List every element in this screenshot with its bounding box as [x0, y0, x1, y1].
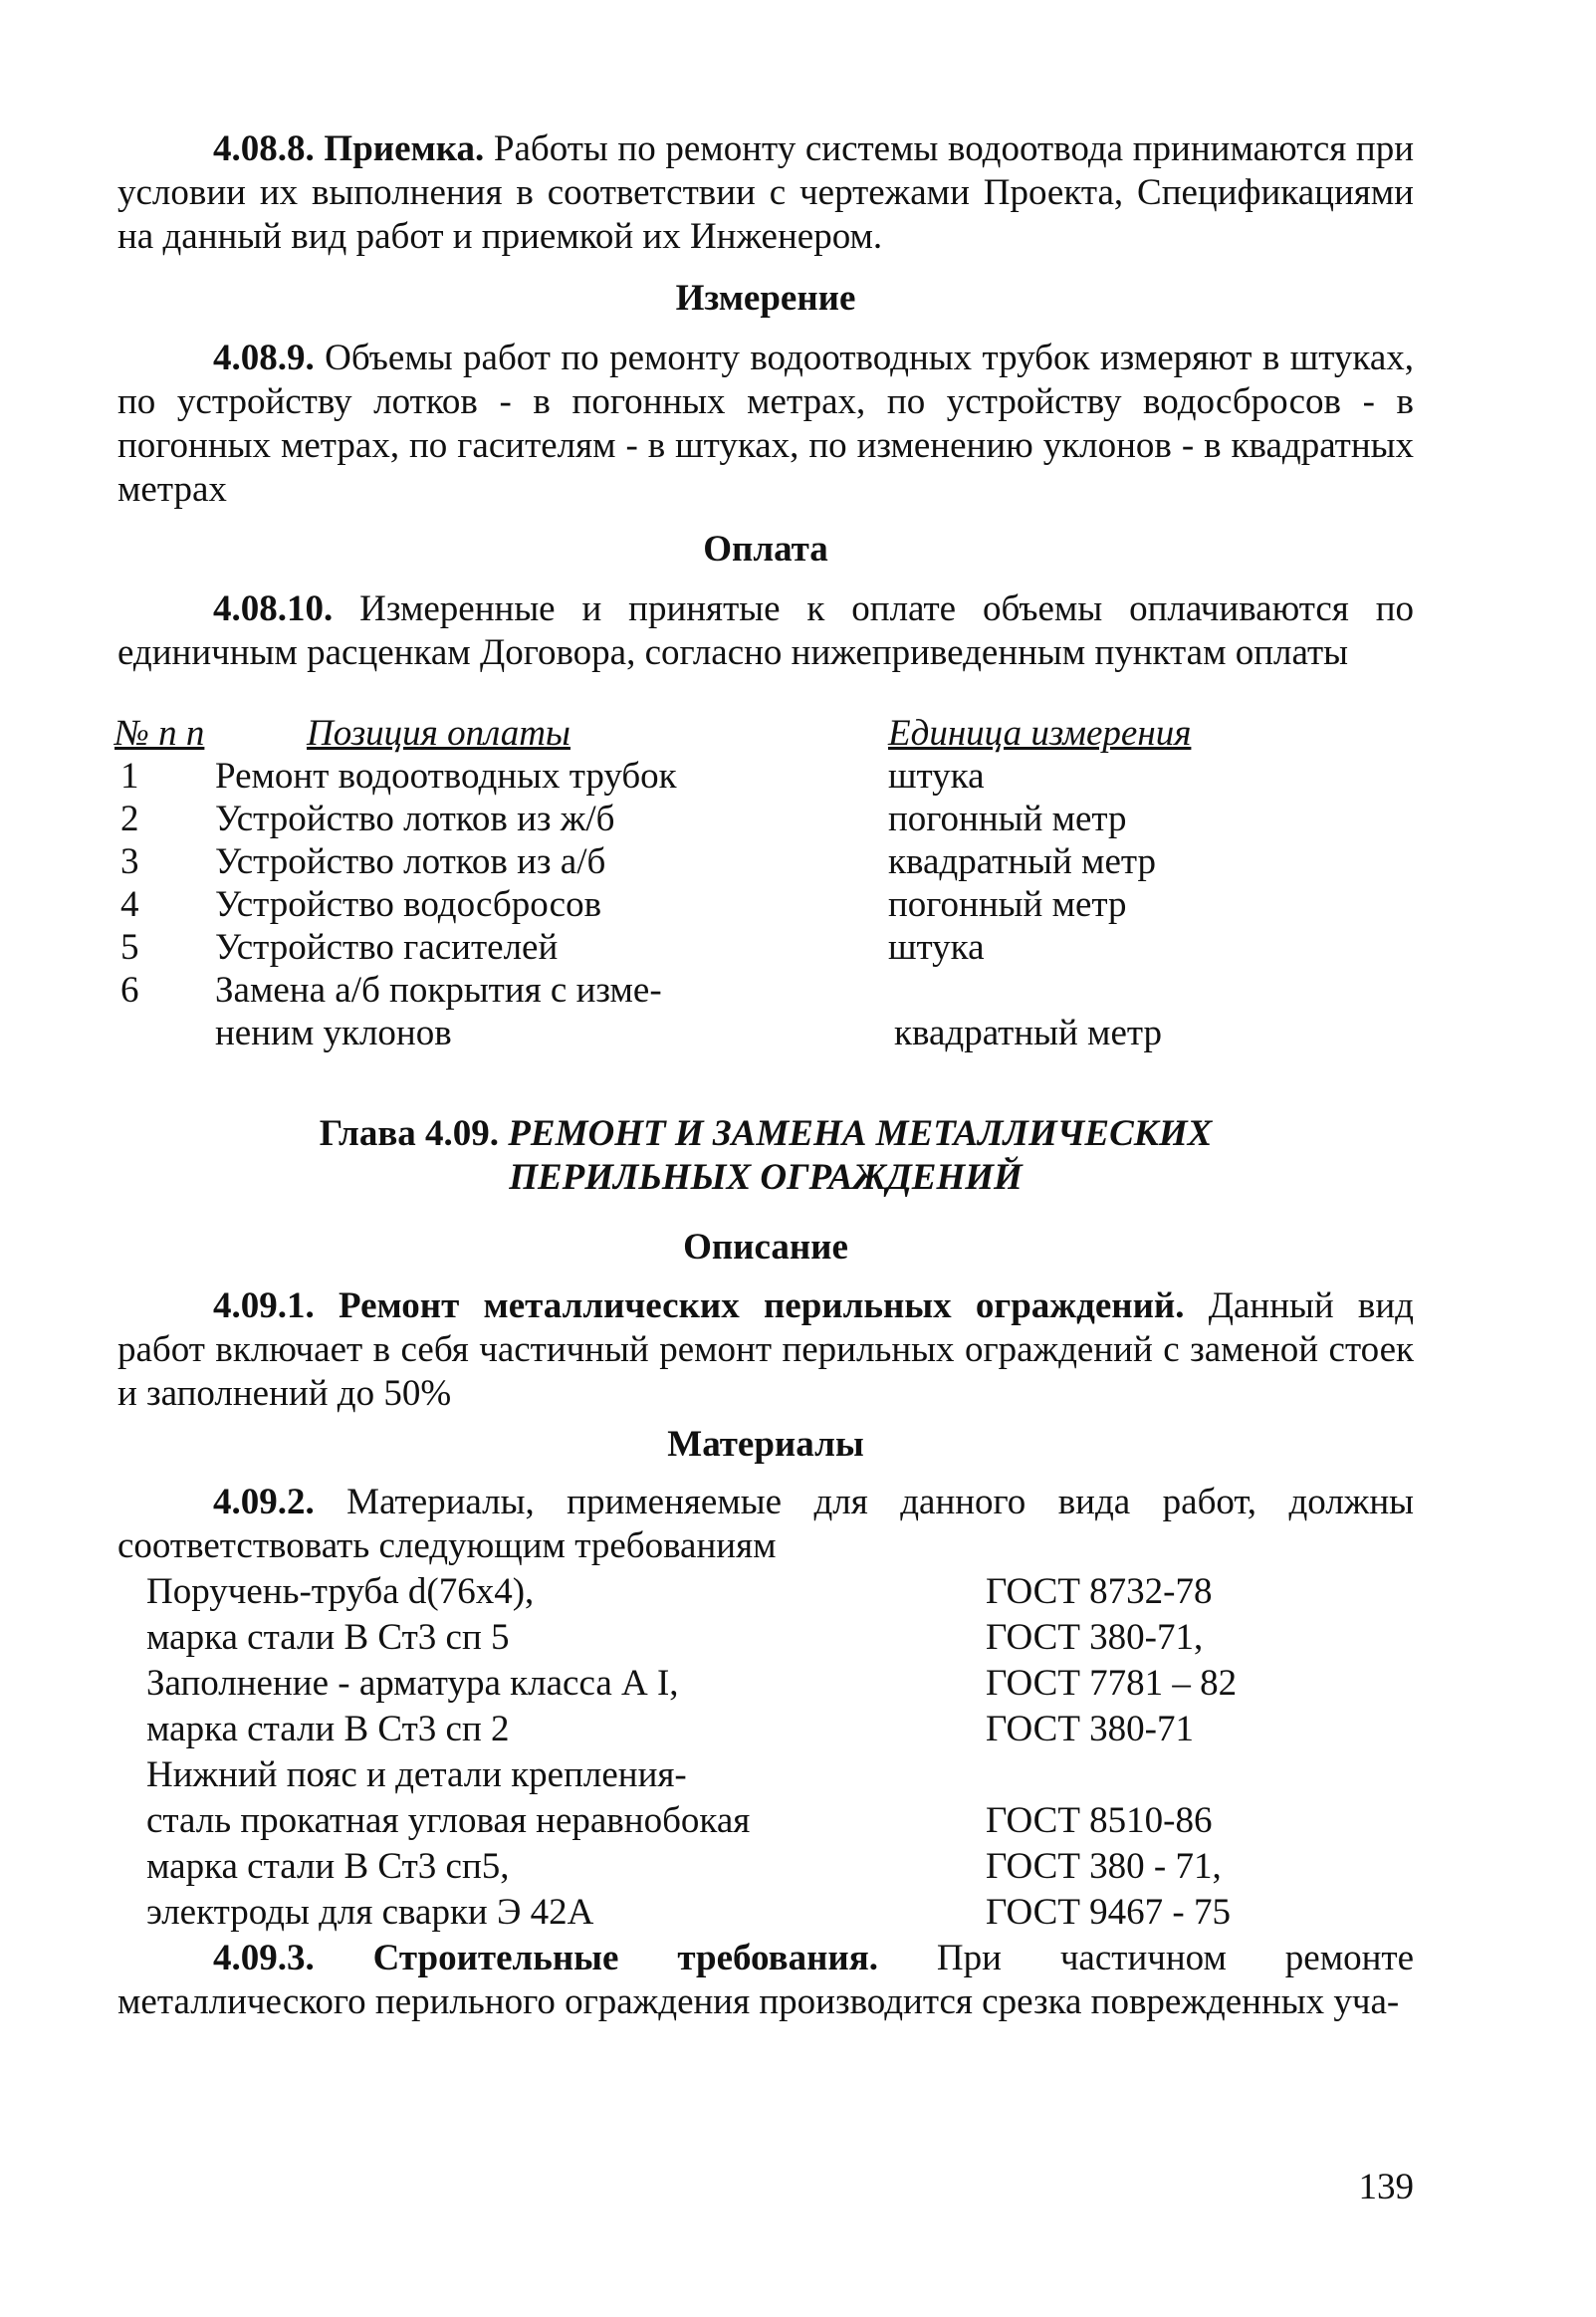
- row-number: 2: [120, 799, 139, 839]
- material-name: Заполнение - арматура класса А I,: [146, 1663, 679, 1704]
- chapter-title-line1: [117, 1112, 1414, 1156]
- row-position: Устройство водосбросов: [215, 884, 602, 925]
- material-standard: ГОСТ 7781 – 82: [986, 1663, 1238, 1704]
- section-number: 4.08.10.: [213, 588, 334, 629]
- row-unit: штука: [888, 756, 985, 797]
- row-number: 1: [120, 756, 139, 797]
- chapter-name-line2: ПЕРИЛЬНЫХ ОГРАЖДЕНИЙ: [509, 1157, 1023, 1198]
- material-name: марка стали В Ст3 сп 2: [146, 1709, 510, 1749]
- material-standard: ГОСТ 8732-78: [986, 1571, 1213, 1612]
- heading-description: Описание: [683, 1227, 848, 1268]
- material-standard: ГОСТ 380 - 71,: [986, 1846, 1222, 1887]
- paragraph-4-09-2: [117, 1481, 1414, 1568]
- heading-payment: Оплата: [703, 529, 828, 570]
- paragraph-4-08-9: [117, 337, 1414, 512]
- row-number: 6: [120, 970, 139, 1011]
- section-title: Строительные требования.: [372, 1938, 878, 1978]
- section-number: 4.09.1.: [213, 1285, 315, 1326]
- col-header-position: Позиция оплаты: [307, 713, 570, 754]
- material-standard: ГОСТ 8510-86: [986, 1800, 1213, 1841]
- material-name: марка стали В Ст3 сп 5: [146, 1617, 510, 1658]
- section-text: Материалы, применяемые для данного вида работ, должны соответствовать следующим требованиям: [117, 1482, 1414, 1566]
- material-name: Поручень-труба d(76х4),: [146, 1571, 535, 1612]
- material-name: Нижний пояс и детали крепления-: [146, 1754, 687, 1795]
- paragraph-4-09-3: [117, 1937, 1414, 2024]
- material-name: сталь прокатная угловая неравнобокая: [146, 1800, 751, 1841]
- section-title: Приемка.: [324, 128, 485, 169]
- section-number: 4.08.9.: [213, 338, 315, 378]
- section-text: Измеренные и принятые к оплате объемы оплачиваются по единичным расценкам Договора, согласно нижеприведенным пунктам оплаты: [117, 588, 1414, 673]
- section-title: Ремонт металлических перильных ограждений.: [339, 1285, 1185, 1326]
- row-unit: погонный метр: [888, 884, 1127, 925]
- section-text: Работы по ремонту системы водоотвода принимаются при условии их выполнения в соответствии с чертежами Проекта, Спецификациями на данный вид работ и приемкой их Инженером.: [117, 128, 1415, 257]
- section-text: При частичном ремонте металлического перильного ограждения производится срезка поврежденных уча-: [117, 1938, 1414, 2022]
- row-position: Устройство гасителей: [215, 927, 559, 968]
- row-number: 3: [120, 841, 139, 882]
- section-number: 4.09.2.: [213, 1482, 315, 1522]
- material-name: марка стали В Ст3 сп5,: [146, 1846, 510, 1887]
- section-text: Объемы работ по ремонту водоотводных трубок измеряют в штуках, по устройству лотков - в погонных метрах, по устройству водосбросов - в погонных метрах, по гасителям - в штуках, по изменению уклонов - в квадратных метрах: [117, 338, 1415, 510]
- col-header-number: № п п: [114, 713, 205, 754]
- chapter-name-line1: РЕМОНТ И ЗАМЕНА МЕТАЛЛИЧЕСКИХ: [508, 1113, 1213, 1154]
- heading-materials: Материалы: [667, 1424, 864, 1465]
- heading-measurement: Измерение: [675, 278, 856, 319]
- material-standard: ГОСТ 9467 - 75: [986, 1892, 1231, 1933]
- section-text: Данный вид работ включает в себя частичный ремонт перильных ограждений с заменой стоек и заполнений до 50%: [117, 1285, 1415, 1414]
- material-standard: ГОСТ 380-71: [986, 1709, 1194, 1749]
- row-unit: погонный метр: [888, 799, 1127, 839]
- paragraph-4-08-8: [117, 127, 1414, 259]
- row-position: Устройство лотков из ж/б: [215, 799, 615, 839]
- row-position: Устройство лотков из а/б: [215, 841, 606, 882]
- row-unit: штука: [888, 927, 985, 968]
- chapter-title: [117, 1112, 1414, 1200]
- section-number: 4.09.3.: [213, 1938, 315, 1978]
- row-position: Замена а/б покрытия с изме-: [215, 970, 662, 1011]
- paragraph-4-08-10: [117, 587, 1414, 675]
- row-position: неним уклонов: [215, 1013, 452, 1053]
- col-header-unit: Единица измерения: [888, 713, 1192, 754]
- material-name: электроды для сварки Э 42А: [146, 1892, 594, 1933]
- row-position: Ремонт водоотводных трубок: [215, 756, 677, 797]
- section-number: 4.08.8.: [213, 128, 315, 169]
- paragraph-4-09-1: [117, 1284, 1414, 1416]
- material-standard: ГОСТ 380-71,: [986, 1617, 1204, 1658]
- chapter-title-line2: [117, 1156, 1414, 1200]
- page-number: 139: [1358, 2167, 1414, 2207]
- row-unit: квадратный метр: [894, 1013, 1163, 1053]
- row-unit: квадратный метр: [888, 841, 1157, 882]
- row-number: 5: [120, 927, 139, 968]
- chapter-number: Глава 4.09.: [319, 1113, 500, 1154]
- row-number: 4: [120, 884, 139, 925]
